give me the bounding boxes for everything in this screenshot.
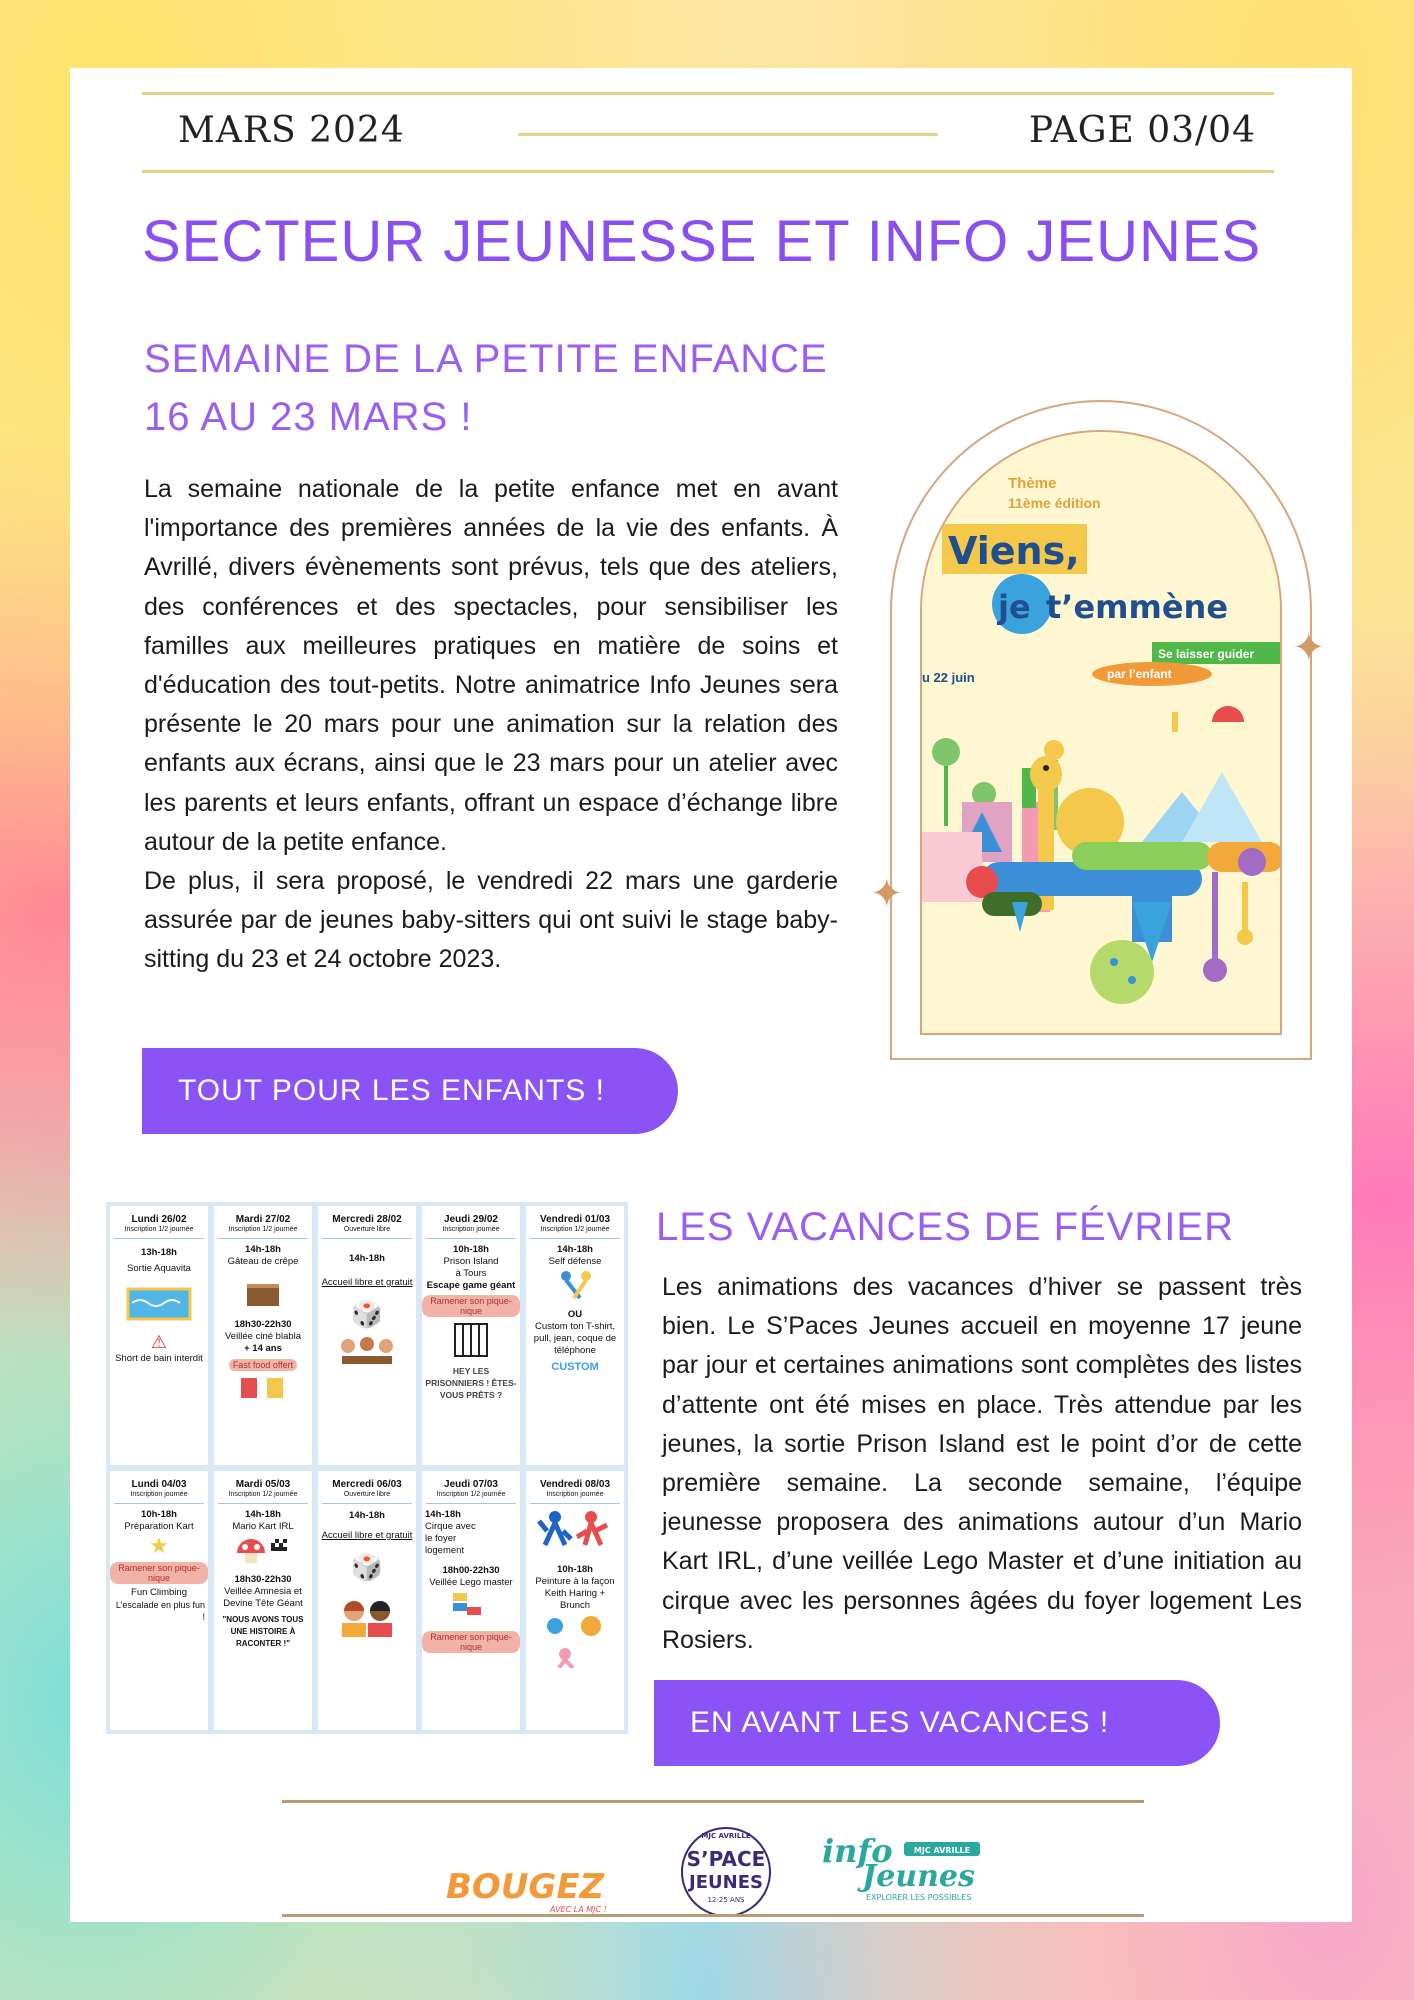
event-time: 14h-18h: [245, 1244, 281, 1255]
poster-edition: 11ème édition: [1008, 495, 1101, 511]
poster-artwork: [922, 432, 1282, 1035]
event-time: 13h-18h: [141, 1247, 177, 1258]
bougez-logo: [446, 1856, 636, 1916]
event-time: 14h-18h: [425, 1509, 461, 1520]
section2-paragraph: Les animations des vacances d’hiver se passent très bien. Le S’Paces Jeunes accueil en moyenne 17 jeune par jour et certaines animations sont complètes des listes d’attente ont été mises en place. Très attendue par les jeunes, la sortie Prison Island est le point d’or de cette première semaine. La seconde semaine, l’équipe jeunesse proposera des animations autour d’un Mario Kart IRL, d’une veillée Lego Master et d’une initiation au cirque avec les personnes âgées du foyer logement Les Rosiers.: [662, 1273, 1302, 1654]
event-time: 18h30-22h30: [234, 1319, 292, 1330]
section1-paragraph2: De plus, il sera proposé, le vendredi 22 mars une garderie assurée par de jeunes baby-sitters qui ont suivi le stage baby-sitting du 23 et 24 octobre 2023.: [144, 867, 838, 974]
page-number: PAGE 03/04: [1028, 110, 1256, 151]
bougez-logo-art: [446, 1856, 636, 1916]
day-name: Vendredi 08/03: [539, 1479, 611, 1490]
newsletter-page: [70, 68, 1352, 1922]
sparkle-icon-right: ✦: [1292, 626, 1326, 670]
day-sub: Inscription 1/2 journée: [540, 1226, 610, 1233]
event-time: 18h30-22h30: [234, 1574, 292, 1585]
event-time: 18h00-22h30: [442, 1565, 500, 1576]
day-sub: Ouverture libre: [343, 1491, 391, 1498]
day-name: Jeudi 07/03: [444, 1479, 498, 1490]
poster-tag2: par l’enfant: [1107, 667, 1172, 681]
lego-icon: [451, 1589, 491, 1623]
section2-body: [662, 1268, 1302, 1660]
poster-line1: Viens,: [948, 529, 1080, 573]
day-name: Mercredi 06/03: [332, 1479, 402, 1490]
event-time: 14h-18h: [245, 1509, 281, 1520]
info-jeunes-logo: [822, 1828, 1002, 1908]
footer-top-rule: [282, 1800, 1144, 1803]
section1-body: [144, 470, 838, 980]
event-label: Veillée Amnesia et Devine Tête Géant: [223, 1586, 303, 1609]
event-label: Veillée ciné blabla: [224, 1331, 302, 1342]
bougez-word: BOUGEZ: [446, 1867, 605, 1907]
event-label: Gâteau de crêpe: [227, 1256, 299, 1267]
event-time: 10h-18h: [453, 1244, 489, 1255]
calendar-day-mercredi-28: [318, 1206, 416, 1465]
event-place: à Tours: [455, 1268, 487, 1279]
popcorn-icon: [233, 1374, 293, 1398]
section1-paragraph1: La semaine nationale de la petite enfance met en avant l'importance des premières années de la vie des enfants. À Avrillé, divers évènements sont prévus, tels que des ateliers, des conférences et des spectacles, pour sensibiliser les familles aux meilleures pratiques en matière de soins et d'éducation des tout-petits. Notre animatrice Info Jeunes sera présente le 20 mars pour une animation sur la relation des enfants aux écrans, ainsi que le 23 mars pour un atelier avec les parents et leurs enfants, offrant un espace d’échange libre autour de la petite enfance.: [144, 475, 838, 856]
day-name: Lundi 26/02: [131, 1214, 187, 1225]
dice-icon: 🎲: [350, 1552, 384, 1582]
event-note: L’escalade en plus fun !: [115, 1600, 205, 1622]
event-slogan: "NOUS AVONS TOUS UNE HISTOIRE À RACONTER !": [222, 1615, 304, 1648]
footer-bottom-rule: [282, 1914, 1144, 1917]
calendar-day-mardi-05: [214, 1471, 312, 1730]
cake-icon: [241, 1274, 285, 1308]
spaces-sub: 12-25 ANS: [707, 1896, 745, 1904]
calendar-day-mardi-27: [214, 1206, 312, 1465]
day-name: Vendredi 01/03: [539, 1214, 611, 1225]
event-label-bold: Escape game géant: [426, 1280, 516, 1291]
event-time: 10h-18h: [141, 1509, 177, 1520]
jeunes-word: Jeunes: [862, 1859, 975, 1894]
poster-date: u 22 juin: [922, 670, 975, 685]
event-label: Accueil libre et gratuit: [321, 1530, 413, 1541]
kids-button[interactable]: TOUT POUR LES ENFANTS !: [142, 1048, 678, 1134]
issue-date: MARS 2024: [178, 110, 405, 151]
poster-tag1: Se laisser guider: [1158, 647, 1255, 661]
calendar-day-jeudi-07: [422, 1471, 520, 1730]
custom-logo: CUSTOM: [551, 1361, 599, 1373]
event-label: Préparation Kart: [124, 1521, 194, 1532]
bougez-sub: AVEC LA MJC !: [550, 1905, 607, 1914]
calendar-day-mercredi-06: [318, 1471, 416, 1730]
event-tag: Ramener son pique-nique: [110, 1562, 208, 1584]
poster-line2b: t’emmène: [1046, 588, 1229, 626]
event-time: 14h-18h: [557, 1244, 593, 1255]
day-sub: Inscription 1/2 journée: [124, 1226, 194, 1233]
info-word: info: [822, 1832, 893, 1870]
sparkle-icon-left: ✦: [870, 872, 904, 916]
event-time: 14h-18h: [349, 1253, 385, 1264]
calendar-day-vendredi-01: [526, 1206, 624, 1465]
event-label: Prison Island: [443, 1256, 499, 1267]
section1-heading-line2: 16 AU 23 MARS !: [144, 395, 473, 439]
day-name: Mardi 05/03: [235, 1479, 291, 1490]
event-note: Short de bain interdit: [115, 1353, 203, 1364]
group-table-icon: [332, 1330, 402, 1374]
self-defense-icon: [550, 1268, 600, 1304]
day-name: Mercredi 28/02: [332, 1214, 402, 1225]
day-name: Jeudi 29/02: [444, 1214, 498, 1225]
event-label: Custom ton T-shirt, pull, jean, coque de téléphone: [533, 1321, 617, 1356]
event-label: Veillée Lego master: [429, 1577, 513, 1588]
day-sub: Inscription journée: [546, 1491, 604, 1498]
prison-icon: [451, 1320, 491, 1360]
warning-icon: ⚠: [150, 1332, 168, 1352]
event-tag: Fast food offert: [229, 1359, 297, 1371]
day-sub: Ouverture libre: [343, 1226, 391, 1233]
day-sub: Inscription journée: [442, 1226, 500, 1233]
event-slogan: HEY LES PRISONNIERS ! ÊTES-VOUS PRÊTS ?: [425, 1366, 517, 1400]
page-title: SECTEUR JEUNESSE ET INFO JEUNES: [142, 209, 1262, 274]
poster-theme: Thème: [1008, 475, 1057, 492]
header-bottom-rule: [142, 170, 1274, 173]
holidays-button[interactable]: EN AVANT LES VACANCES !: [654, 1680, 1220, 1766]
header-mid-rule: [518, 133, 938, 136]
event-label: Accueil libre et gratuit: [321, 1277, 413, 1288]
section1-heading-line1: SEMAINE DE LA PETITE ENFANCE: [144, 337, 828, 381]
event-label: Sortie Aquavita: [127, 1263, 191, 1274]
keith-haring-icon: [535, 1509, 615, 1559]
spaces-main2: JEUNES: [689, 1872, 763, 1893]
holiday-calendar: [106, 1202, 628, 1734]
info-badge: MJC AVRILLE: [913, 1846, 971, 1855]
spaces-top: MJC AVRILLE: [701, 1832, 751, 1840]
star-icon: ★: [149, 1533, 169, 1558]
mushroom-flag-icon: [233, 1533, 293, 1569]
day-sub: Inscription 1/2 journée: [436, 1491, 506, 1498]
poster-image: [920, 430, 1282, 1035]
calendar-day-lundi-26: [110, 1206, 208, 1465]
poster-line2a: je: [998, 588, 1031, 626]
dice-icon: 🎲: [350, 1299, 384, 1329]
calendar-day-vendredi-08: [526, 1471, 624, 1730]
event-label: Fun Climbing: [131, 1587, 187, 1598]
info-jeunes-logo-art: [822, 1828, 1002, 1908]
calendar-day-jeudi-29: [422, 1206, 520, 1465]
calendar-day-lundi-04: [110, 1471, 208, 1730]
event-tag: Ramener son pique-nique: [422, 1295, 520, 1317]
event-or: OU: [567, 1309, 583, 1320]
header-top-rule: [142, 92, 1274, 95]
event-label: Mario Kart IRL: [232, 1521, 294, 1532]
pool-icon: [124, 1281, 194, 1321]
event-time: 10h-18h: [557, 1564, 593, 1575]
day-sub: Inscription 1/2 journée: [228, 1226, 298, 1233]
day-name: Mardi 27/02: [235, 1214, 291, 1225]
event-label: Self défense: [548, 1256, 602, 1267]
event-note: + 14 ans: [244, 1343, 282, 1354]
day-sub: Inscription 1/2 journée: [228, 1491, 298, 1498]
info-sub: EXPLORER LES POSSIBLES: [866, 1893, 972, 1902]
day-sub: Inscription journée: [130, 1491, 188, 1498]
section1-heading: [144, 330, 828, 446]
section2-heading: LES VACANCES DE FÉVRIER: [656, 1205, 1234, 1249]
brunch-icon: [535, 1612, 615, 1668]
day-name: Lundi 04/03: [131, 1479, 187, 1490]
event-label: Cirque avec le foyer logement: [425, 1521, 476, 1556]
event-label: Peinture à la façon Keith Haring + Brunch: [535, 1576, 615, 1611]
event-time: 14h-18h: [349, 1510, 385, 1521]
people-icon: [332, 1595, 402, 1639]
event-tag: Ramener son pique-nique: [422, 1631, 520, 1653]
spaces-main1: S’PACE: [686, 1847, 766, 1871]
